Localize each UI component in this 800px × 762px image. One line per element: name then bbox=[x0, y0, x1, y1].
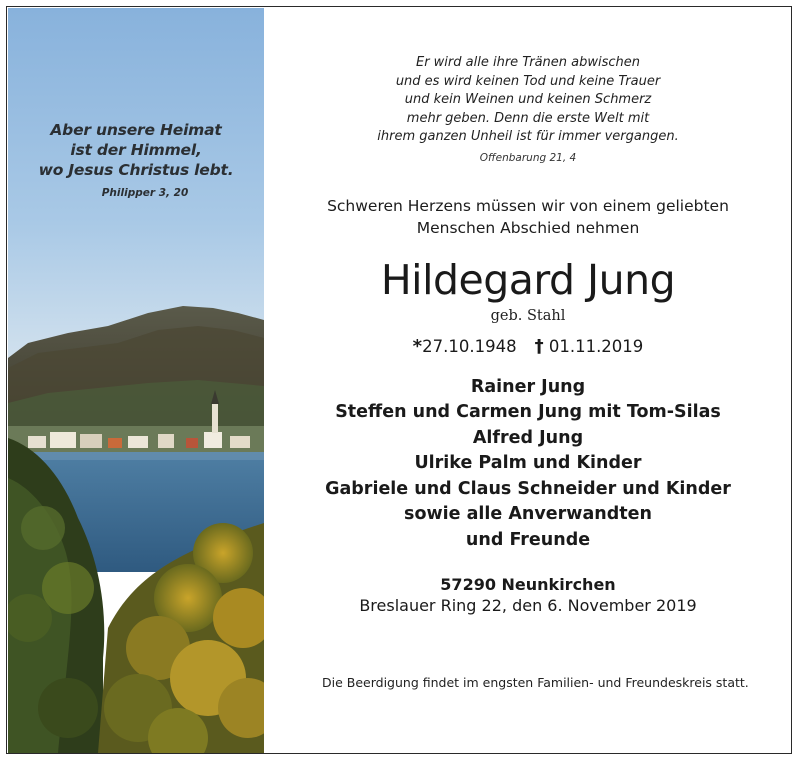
quote-line: ist der Himmel, bbox=[70, 141, 202, 159]
mourner-entry: Steffen und Carmen Jung mit Tom-Silas bbox=[335, 402, 721, 422]
death-cross-icon: † bbox=[534, 335, 544, 357]
lake-mountain-photo bbox=[8, 8, 264, 753]
birth-date: 27.10.1948 bbox=[422, 336, 517, 356]
mourner-entry: Gabriele und Claus Schneider und Kinder bbox=[325, 478, 731, 499]
obituary-frame bbox=[6, 6, 792, 754]
mourner-entry: Ulrike Palm und Kinder bbox=[414, 453, 642, 473]
quote-line: wo Jesus Christus lebt. bbox=[38, 161, 234, 179]
address-street-date: Breslauer Ring 22, den 6. November 2019 bbox=[359, 596, 697, 615]
mourner-entry: und Freunde bbox=[465, 529, 591, 550]
life-dates bbox=[265, 336, 791, 357]
deceased-name: Hildegard Jung bbox=[380, 255, 676, 304]
intro-line: Menschen Abschied nehmen bbox=[416, 218, 640, 237]
mourners-list bbox=[265, 375, 791, 554]
bible-verse bbox=[265, 54, 791, 147]
obituary-text bbox=[265, 7, 791, 753]
left-bible-quote bbox=[8, 120, 264, 202]
death-date: 01.11.2019 bbox=[548, 336, 644, 356]
quote-reference: Philipper 3, 20 bbox=[101, 187, 189, 199]
intro-text bbox=[265, 195, 791, 239]
mourner-entry: sowie alle Anverwandten bbox=[404, 504, 652, 524]
verse-line: mehr geben. Denn die erste Welt mit bbox=[406, 110, 650, 126]
verse-line: Er wird alle ihre Tränen abwischen bbox=[415, 55, 641, 70]
address-block bbox=[265, 574, 791, 616]
funeral-note: Die Beerdigung findet im engsten Familien- und Freundeskreis statt. bbox=[322, 675, 749, 690]
intro-line: Schweren Herzens müssen wir von einem geliebten bbox=[327, 196, 729, 215]
verse-reference: Offenbarung 21, 4 bbox=[479, 151, 577, 164]
verse-line: und es wird keinen Tod und keine Trauer bbox=[395, 73, 661, 89]
verse-line: und kein Weinen und keinen Schmerz bbox=[404, 92, 652, 107]
verse-line: ihrem ganzen Unheil ist für immer vergangen. bbox=[377, 129, 679, 144]
address-city: 57290 Neunkirchen bbox=[440, 575, 616, 594]
mourner-entry: Alfred Jung bbox=[472, 427, 584, 448]
birth-star-icon: * bbox=[412, 335, 423, 357]
maiden-name: geb. Stahl bbox=[490, 307, 566, 324]
quote-line: Aber unsere Heimat bbox=[50, 121, 222, 139]
mourner-entry: Rainer Jung bbox=[470, 376, 586, 397]
